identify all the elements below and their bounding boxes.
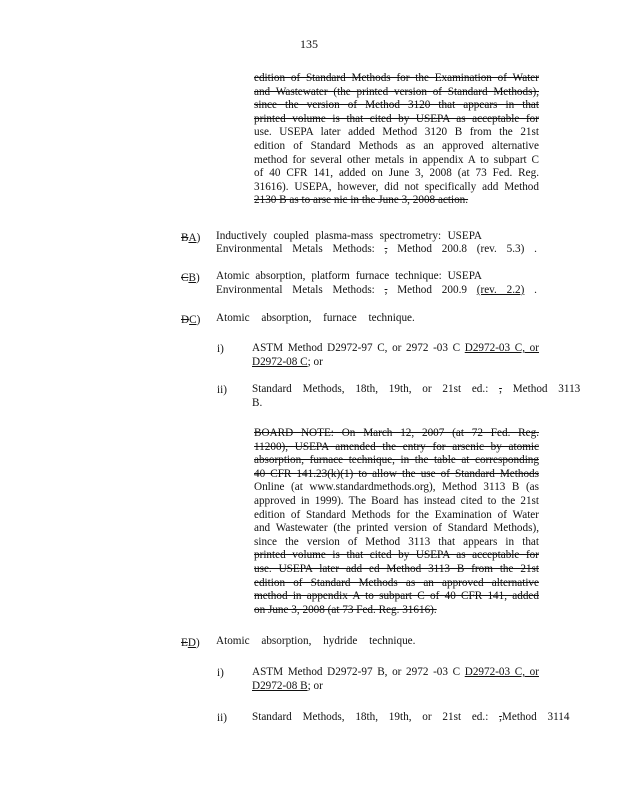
sub-i-text: ASTM Method D2972-97 B, or 2972 -03 C [252, 666, 465, 678]
item-c-line1: Atomic absorption, platform furnace technique: USEPA [216, 270, 482, 282]
marker-inserted: A [188, 232, 197, 244]
deleted-comma: , [499, 383, 502, 395]
item-d-sub-ii-num: ii) [217, 384, 227, 396]
sub-i-text: ASTM Method D2972-97 C, or 2972 -03 C [252, 342, 465, 354]
sub-ii-text: Standard Methods, 18th, 19th, or 21st ed.: [252, 711, 500, 723]
item-c-marker [181, 272, 200, 284]
marker-paren: ) [196, 232, 201, 244]
sub-i-inserted-2: D2972-08 B [252, 680, 308, 692]
item-b-line2-text: Environmental Metals Methods: [216, 243, 385, 255]
item-e-text: Atomic absorption, hydride technique. [216, 635, 416, 647]
deleted-comma: , [384, 284, 388, 296]
item-e-sub-i-line2 [252, 680, 323, 693]
marker-paren: ) [195, 272, 200, 284]
item-d-marker [181, 314, 200, 326]
note-line: since the version of Method 3113 that appears in that [254, 535, 539, 548]
note-line: edition of Standard Methods as an approved alternative [254, 140, 539, 152]
struck-note-line: edition of Standard Methods as an approved alternative [254, 576, 539, 589]
sub-i-inserted-2: D2972-08 C [252, 356, 308, 368]
struck-note-line: absorption, furnace technique, in the table at corresponding [254, 454, 539, 467]
item-d-sub-i-num: i) [217, 343, 224, 355]
note-line: edition of Standard Methods for the Examination of Water [254, 508, 539, 521]
note-line: and Wastewater (the printed version of Standard Methods), [254, 522, 539, 535]
note-line: of 40 CFR 141, added on June 3, 2008 (at 73 Fed. Reg. [254, 167, 539, 180]
item-b-marker [181, 232, 200, 244]
marker-inserted: B [188, 272, 196, 284]
sub-i-end: ; or [307, 356, 323, 368]
struck-note-line: method in appendix A to subpart C of 40 CFR 141, added [254, 590, 539, 603]
item-c-line2-text: Environmental Metals Methods: [216, 284, 385, 296]
sub-i-inserted: D2972-03 C, or [464, 666, 539, 678]
struck-note-line: edition of Standard Methods for the Examination of Water [254, 72, 539, 84]
item-c-line2 [216, 284, 537, 297]
marker-deleted: B [181, 232, 189, 244]
note-line: Online (at www.standardmethods.org), Method 3113 B (as [254, 481, 539, 494]
sub-i-end: ; or [307, 680, 323, 692]
deleted-comma: , [384, 243, 388, 255]
marker-inserted: C [189, 314, 197, 326]
sub-i-inserted: D2972-03 C, or [464, 342, 539, 354]
sub-ii-method: Method 3113 [501, 383, 581, 395]
struck-note-line: printed volume is that cited by USEPA as acceptable for [254, 549, 539, 562]
item-b-line2-method: Method 200.8 (rev. 5.3) . [387, 243, 537, 255]
marker-deleted: D [181, 314, 190, 326]
marker-inserted: D [187, 637, 196, 649]
struck-note-line: BOARD NOTE: On March 12, 2007 (at 72 Fed. Reg. [254, 427, 539, 439]
item-c-line2-method: Method 200.9 [387, 284, 477, 296]
note-line: 31616). USEPA, however, did not specifically add Method [254, 180, 539, 193]
note-line: method for several other metals in appendix A to subpart C [254, 153, 539, 166]
marker-deleted: C [181, 272, 189, 284]
struck-note-line: printed volume is that cited by USEPA as acceptable for [254, 112, 539, 125]
page-number: 135 [300, 37, 318, 51]
struck-note-line: 2130 B as to arse nic in the June 3, 2008 action. [254, 194, 469, 207]
struck-note-line: 11200), USEPA amended the entry for arsenic by atomic [254, 440, 539, 453]
marker-paren: ) [195, 637, 200, 649]
struck-note-line: on June 3, 2008 (at 73 Fed. Reg. 31616). [254, 603, 437, 616]
item-b-line2 [216, 243, 537, 256]
item-d-text: Atomic absorption, furnace technique. [216, 312, 415, 324]
marker-paren: ) [196, 314, 201, 326]
item-e-sub-i-line1 [252, 666, 539, 679]
item-d-sub-ii-line1 [252, 383, 580, 396]
struck-note-line: use. USEPA later add ed Method 3113 B from the 21st [254, 563, 539, 575]
item-d-sub-i-line1 [252, 342, 539, 355]
item-d-sub-ii-line2: B. [252, 397, 263, 409]
struck-note-line: and Wastewater (the printed version of Standard Methods), [254, 85, 539, 98]
deleted-underscore: , [499, 711, 502, 723]
struck-note-line: since the version of Method 3120 that appears in that [254, 99, 539, 112]
sub-ii-text: Standard Methods, 18th, 19th, or 21st ed.: [252, 383, 500, 395]
item-c-line2-end: . [524, 284, 537, 296]
note-line: use. USEPA later added Method 3120 B from the 21st [254, 126, 539, 139]
item-e-sub-ii-line1 [252, 711, 569, 724]
item-e-sub-ii-num: ii) [217, 712, 227, 724]
struck-note-line: 40 CFR 141.23(k)(1) to allow the use of Standard Methods [254, 467, 539, 480]
inserted-rev: (rev. 2.2) [476, 284, 525, 296]
sub-ii-method: Method 3114 [501, 711, 570, 723]
item-d-sub-i-line2 [252, 356, 323, 369]
item-e-sub-i-num: i) [217, 667, 224, 679]
item-b-line1: Inductively coupled plasma-mass spectrometry: USEPA [216, 230, 482, 242]
item-e-marker [181, 637, 200, 649]
marker-deleted: E [181, 637, 188, 649]
note-line: approved in 1999). The Board has instead cited to the 21st [254, 495, 539, 507]
